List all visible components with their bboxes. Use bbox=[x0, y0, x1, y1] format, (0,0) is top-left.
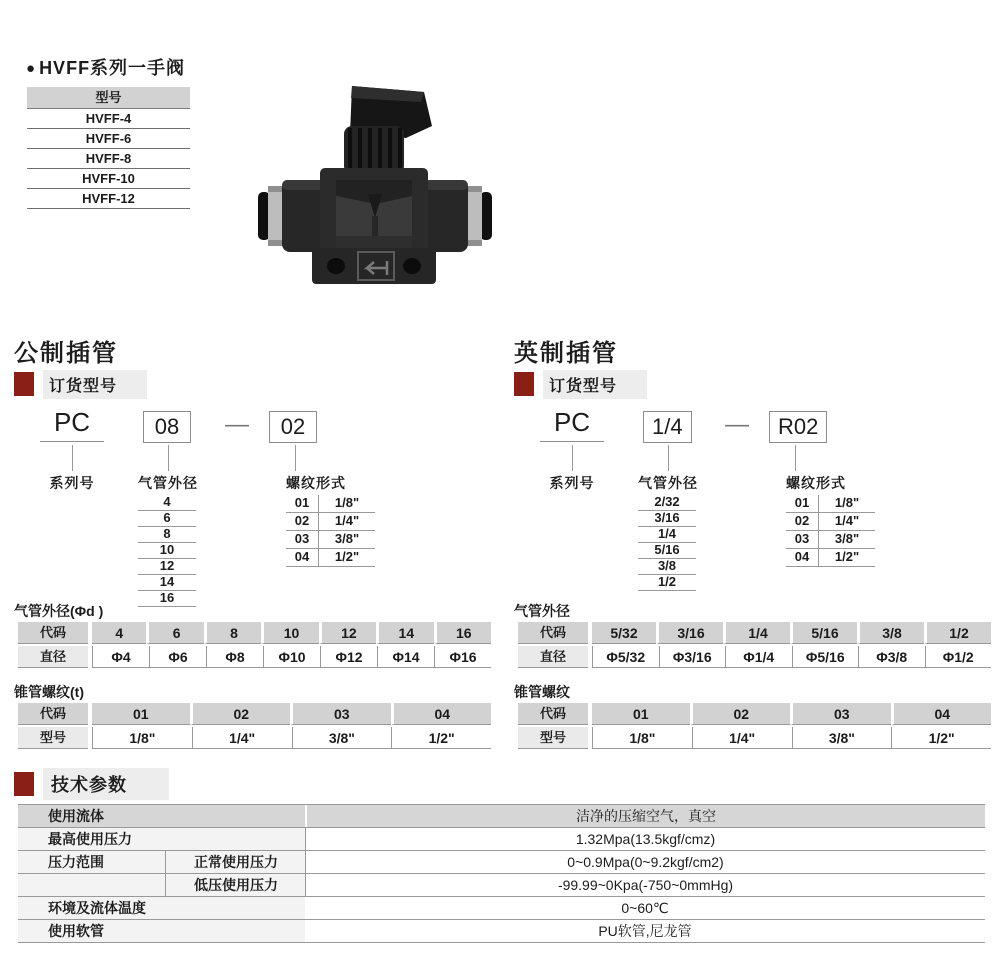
thread-value: 3/8" bbox=[334, 531, 360, 546]
tech-value: -99.99~0Kpa(-750~0mmHg) bbox=[305, 874, 985, 896]
connector-line bbox=[795, 445, 796, 471]
connector-line bbox=[168, 445, 169, 471]
bullet-icon: ● bbox=[26, 60, 37, 77]
od-diameter: Φ6 bbox=[149, 646, 206, 668]
taper-code: 04 bbox=[891, 703, 992, 725]
metric-code-dash: — bbox=[225, 411, 249, 438]
od-code: 12 bbox=[319, 622, 376, 644]
metric-code-thread: 02 bbox=[269, 411, 317, 443]
mount-hole-right bbox=[403, 258, 421, 274]
od-code: 5/16 bbox=[790, 622, 857, 644]
model-row: HVFF-12 bbox=[27, 189, 190, 209]
size-option: 3/16 bbox=[638, 511, 696, 527]
od-diameter: Φ14 bbox=[377, 646, 434, 668]
imperial-od-table bbox=[518, 622, 991, 668]
metric-taper-table-title: 锥管螺纹(t) bbox=[14, 684, 84, 700]
tech-label: 环境及流体温度 bbox=[18, 897, 305, 919]
thread-value: 1/4" bbox=[334, 513, 360, 528]
tech-row bbox=[18, 920, 985, 943]
od-code-label: 代码 bbox=[18, 622, 88, 644]
valve-knob bbox=[344, 126, 404, 174]
thread-value: 1/4" bbox=[834, 513, 860, 528]
taper-code: 01 bbox=[592, 703, 690, 725]
od-code: 1/4 bbox=[723, 622, 790, 644]
od-code: 8 bbox=[204, 622, 261, 644]
od-diameter: Φ5/32 bbox=[592, 646, 659, 668]
od-diameter: Φ3/16 bbox=[659, 646, 726, 668]
imperial-code-dash: — bbox=[725, 411, 749, 438]
tech-label: 最高使用压力 bbox=[18, 828, 305, 850]
metric-series-label: 系列号 bbox=[49, 475, 95, 491]
od-code: 3/16 bbox=[656, 622, 723, 644]
od-diameter: Φ1/2 bbox=[925, 646, 992, 668]
imperial-taper-table bbox=[518, 703, 991, 749]
size-option: 10 bbox=[138, 543, 196, 559]
tech-row bbox=[18, 851, 985, 874]
size-option: 1/2 bbox=[638, 575, 696, 591]
tech-row bbox=[18, 828, 985, 851]
left-fitting bbox=[258, 180, 326, 252]
model-table-header: 型号 bbox=[27, 87, 190, 109]
od-dia-label: 直径 bbox=[518, 646, 588, 668]
taper-model: 1/8" bbox=[92, 727, 192, 749]
od-dia-label: 直径 bbox=[18, 646, 88, 668]
right-fitting bbox=[424, 180, 492, 252]
od-diameter: Φ5/16 bbox=[792, 646, 859, 668]
taper-code: 03 bbox=[290, 703, 391, 725]
thread-value: 1/8" bbox=[834, 495, 860, 510]
od-code: 6 bbox=[146, 622, 203, 644]
od-diameter: Φ4 bbox=[92, 646, 149, 668]
taper-model: 3/8" bbox=[292, 727, 392, 749]
page-title bbox=[26, 54, 185, 80]
od-diameter: Φ12 bbox=[320, 646, 377, 668]
tech-params-table bbox=[18, 804, 985, 943]
valve-base-plate bbox=[312, 248, 436, 284]
imperial-code-size: 1/4 bbox=[643, 411, 692, 443]
od-diameter: Φ8 bbox=[206, 646, 263, 668]
tech-params-header bbox=[14, 770, 169, 798]
od-code: 3/8 bbox=[857, 622, 924, 644]
tech-label: 压力范围 bbox=[18, 851, 165, 873]
thread-value: 3/8" bbox=[834, 531, 860, 546]
metric-order-title: 订货型号 bbox=[43, 370, 147, 399]
tech-label: 使用软管 bbox=[18, 920, 305, 942]
red-square-marker-icon bbox=[514, 372, 534, 396]
metric-taper-table bbox=[18, 703, 491, 749]
red-square-marker-icon bbox=[14, 372, 34, 396]
taper-code-label: 代码 bbox=[18, 703, 88, 725]
taper-model: 1/2" bbox=[891, 727, 991, 749]
taper-model-label: 型号 bbox=[18, 727, 88, 749]
tech-label bbox=[18, 874, 165, 896]
tech-row bbox=[18, 804, 985, 828]
metric-section bbox=[12, 333, 498, 763]
model-row: HVFF-8 bbox=[27, 149, 190, 169]
model-row: HVFF-6 bbox=[27, 129, 190, 149]
mount-hole-left bbox=[327, 258, 345, 274]
thread-code: 03 bbox=[286, 531, 319, 548]
tech-label: 使用流体 bbox=[48, 808, 104, 824]
size-option: 14 bbox=[138, 575, 196, 591]
size-option: 16 bbox=[138, 591, 196, 607]
tech-params-title: 技术参数 bbox=[43, 768, 169, 800]
connector-line bbox=[295, 445, 296, 471]
imperial-size-label: 气管外径 bbox=[638, 475, 698, 491]
metric-order-header bbox=[14, 371, 147, 397]
valve-product-photo bbox=[258, 76, 492, 290]
od-code-label: 代码 bbox=[518, 622, 588, 644]
taper-model: 3/8" bbox=[792, 727, 892, 749]
imperial-section-title: 英制插管 bbox=[514, 340, 618, 367]
size-option: 12 bbox=[138, 559, 196, 575]
taper-code: 01 bbox=[92, 703, 190, 725]
od-diameter: Φ1/4 bbox=[725, 646, 792, 668]
taper-model: 1/4" bbox=[192, 727, 292, 749]
tech-value: 洁净的压缩空气，真空 bbox=[305, 805, 985, 827]
metric-thread-options bbox=[286, 495, 375, 567]
imperial-od-table-title: 气管外径 bbox=[514, 603, 570, 619]
tech-value: 1.32Mpa(13.5kgf/cmz) bbox=[305, 828, 985, 850]
od-code: 4 bbox=[92, 622, 146, 644]
model-table bbox=[27, 87, 190, 209]
imperial-order-header bbox=[514, 371, 647, 397]
metric-size-label: 气管外径 bbox=[138, 475, 198, 491]
thread-value: 1/8" bbox=[334, 495, 360, 510]
taper-code: 02 bbox=[190, 703, 291, 725]
od-diameter: Φ16 bbox=[434, 646, 491, 668]
metric-od-table-title: 气管外径(Φd ) bbox=[14, 603, 104, 619]
size-option: 2/32 bbox=[638, 495, 696, 511]
model-row: HVFF-10 bbox=[27, 169, 190, 189]
metric-size-options bbox=[138, 495, 196, 607]
taper-code-label: 代码 bbox=[518, 703, 588, 725]
thread-code: 02 bbox=[286, 513, 319, 530]
thread-value: 1/2" bbox=[834, 549, 860, 564]
thread-code: 04 bbox=[786, 549, 819, 566]
thread-code: 01 bbox=[286, 495, 319, 512]
thread-code: 02 bbox=[786, 513, 819, 530]
metric-code-series: PC bbox=[40, 407, 104, 442]
tech-value: 0~0.9Mpa(0~9.2kgf/cm2) bbox=[305, 851, 985, 873]
metric-od-table bbox=[18, 622, 491, 668]
imperial-code-series: PC bbox=[540, 407, 604, 442]
thread-value: 1/2" bbox=[334, 549, 360, 564]
imperial-size-options bbox=[638, 495, 696, 591]
thread-code: 01 bbox=[786, 495, 819, 512]
od-code: 1/2 bbox=[924, 622, 991, 644]
connector-line bbox=[668, 445, 669, 471]
taper-model: 1/2" bbox=[391, 727, 491, 749]
tech-row bbox=[18, 874, 985, 897]
od-diameter: Φ10 bbox=[263, 646, 320, 668]
tech-value: PU软管,尼龙管 bbox=[598, 923, 692, 939]
tech-value: 0~60℃ bbox=[621, 900, 669, 916]
connector-line bbox=[72, 445, 73, 471]
imperial-order-title: 订货型号 bbox=[543, 370, 647, 399]
thread-code: 03 bbox=[786, 531, 819, 548]
metric-code-size: 08 bbox=[143, 411, 191, 443]
tech-sublabel: 低压使用压力 bbox=[165, 874, 305, 896]
od-code: 10 bbox=[261, 622, 318, 644]
od-diameter: Φ3/8 bbox=[858, 646, 925, 668]
model-row: HVFF-4 bbox=[27, 109, 190, 129]
thread-code: 04 bbox=[286, 549, 319, 566]
imperial-series-label: 系列号 bbox=[549, 475, 595, 491]
imperial-taper-table-title: 锥管螺纹 bbox=[514, 684, 570, 700]
taper-code: 02 bbox=[690, 703, 791, 725]
imperial-thread-label: 螺纹形式 bbox=[786, 475, 846, 491]
page-title-text: HVFF系列一手阀 bbox=[39, 58, 186, 78]
taper-model: 1/8" bbox=[592, 727, 692, 749]
size-option: 8 bbox=[138, 527, 196, 543]
imperial-thread-options bbox=[786, 495, 875, 567]
imperial-code-thread: R02 bbox=[769, 411, 827, 443]
taper-model: 1/4" bbox=[692, 727, 792, 749]
taper-model-label: 型号 bbox=[518, 727, 588, 749]
imperial-section bbox=[512, 333, 998, 763]
tech-row bbox=[18, 897, 985, 920]
od-code: 5/32 bbox=[592, 622, 656, 644]
taper-code: 03 bbox=[790, 703, 891, 725]
metric-thread-label: 螺纹形式 bbox=[286, 475, 346, 491]
size-option: 4 bbox=[138, 495, 196, 511]
size-option: 3/8 bbox=[638, 559, 696, 575]
size-option: 5/16 bbox=[638, 543, 696, 559]
red-square-marker-icon bbox=[14, 772, 34, 796]
metric-section-title: 公制插管 bbox=[14, 340, 118, 367]
od-code: 16 bbox=[434, 622, 491, 644]
od-code: 14 bbox=[376, 622, 433, 644]
connector-line bbox=[572, 445, 573, 471]
size-option: 1/4 bbox=[638, 527, 696, 543]
size-option: 6 bbox=[138, 511, 196, 527]
taper-code: 04 bbox=[391, 703, 492, 725]
tech-sublabel: 正常使用压力 bbox=[165, 851, 305, 873]
